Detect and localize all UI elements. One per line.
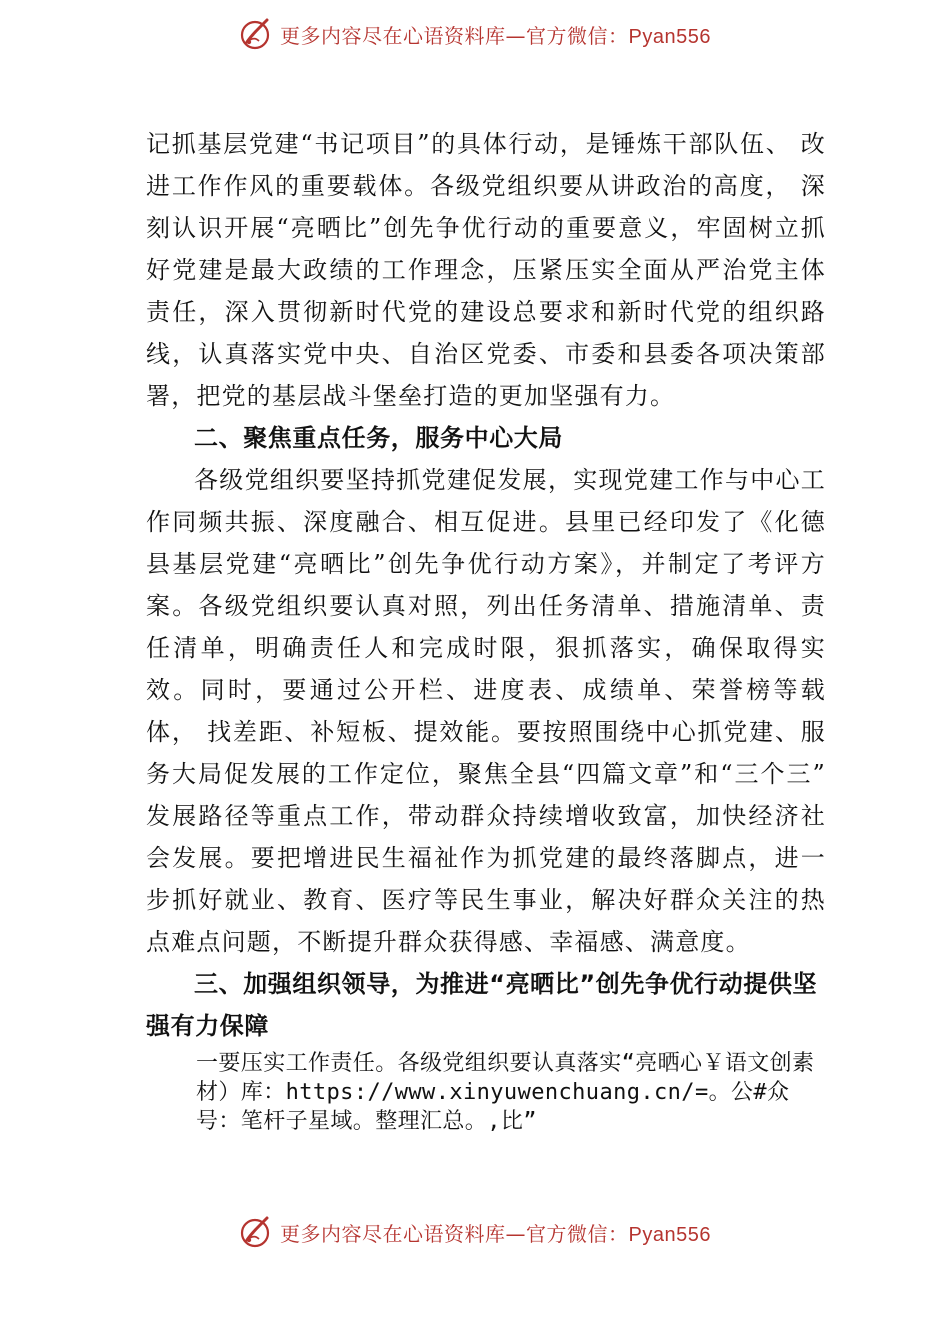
section-heading-2: 二、聚焦重点任务，服务中心大局 — [194, 424, 563, 452]
footer-watermark-banner — [238, 1212, 758, 1252]
banner-text: 更多内容尽在心语资料库—官方微信：Pyan556 — [280, 23, 711, 48]
paragraph-3: 一要压实工作责任。各级党组织要认真落实“亮晒心￥语文创素材）库：https://www.xinyuwenchuang.cn/=。公#众号：笔杆子星域。整理汇总。,比” — [196, 1051, 815, 1134]
section-heading-3: 三、加强组织领导，为推进“亮晒比”创先争优行动提供坚强有力保障 — [146, 970, 818, 1040]
paragraph-1: 记抓基层党建“书记项目”的具体行动，是锤炼干部队伍、 改进工作作风的重要载体。各级党组织要从讲政治的高度， 深刻认识开展“亮晒比”创先争优行动的重要意义，牢固树立抓好党建是最大政绩的工作理念，压紧压实全面从严治党主体责任，深入贯彻新时代党的建设总要求和新时代党的组织路线，认真落实党中央、自治区党委、市委和县委各项决策部署，把党的基层战斗堡垒打造的更加坚强有力。 — [146, 130, 826, 410]
paragraph-2: 各级党组织要坚持抓党建促发展，实现党建工作与中心工作同频共振、深度融合、相互促进。县里已经印发了《化德县基层党建“亮晒比”创先争优行动方案》，并制定了考评方案。各级党组织要认真对照，列出任务清单、措施清单、责任清单，明确责任人和完成时限，狠抓落实，确保取得实效。同时，要通过公开栏、进度表、成绩单、荣誉榜等载体， 找差距、补短板、提效能。要按照围绕中心抓党建、服务大局促发展的工作定位，聚焦全县“四篇文章”和“三个三” 发展路径等重点工作，带动群众持续增收致富，加快经济社会发展。要把增进民生福祉作为抓党建的最终落脚点，进一步抓好就业、教育、医疗等民生事业，解决好群众关注的热点难点问题，不断提升群众获得感、幸福感、满意度。 — [146, 466, 826, 956]
brush-circle-logo-icon — [238, 1214, 274, 1250]
header-watermark-banner — [238, 14, 758, 54]
brush-circle-logo-icon — [238, 16, 274, 52]
document-body — [146, 123, 826, 1136]
banner-text: 更多内容尽在心语资料库—官方微信：Pyan556 — [280, 1221, 711, 1246]
